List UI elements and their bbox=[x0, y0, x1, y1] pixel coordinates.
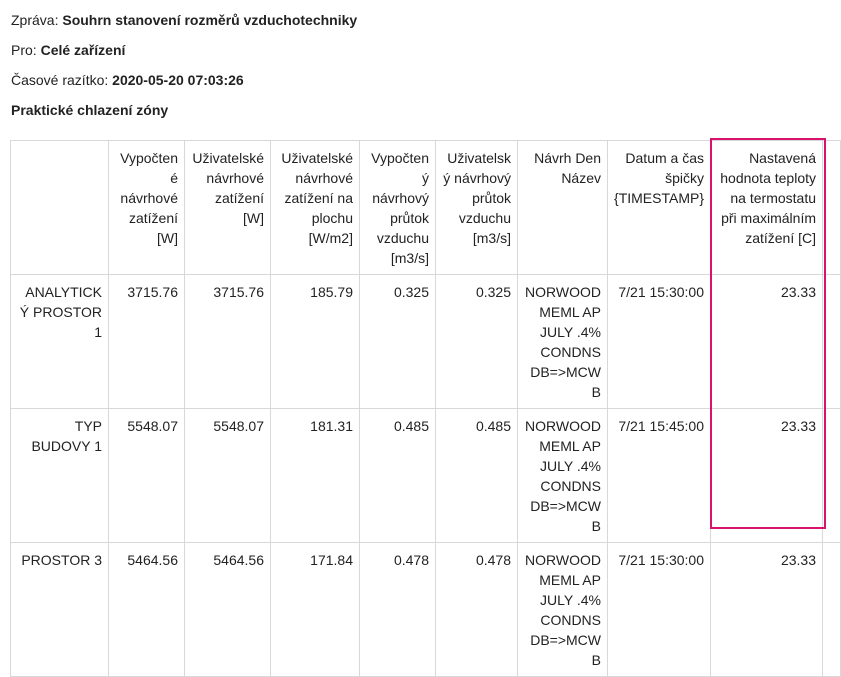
table-cell: 7/21 15:30:00 bbox=[608, 543, 711, 677]
table-cell: NORWOOD MEML AP JULY .4% CONDNS DB=>MCWB bbox=[518, 409, 608, 543]
table-cell: 5548.07 bbox=[185, 409, 271, 543]
cooling-sizing-table bbox=[10, 140, 841, 677]
timestamp-label: Časové razítko: bbox=[11, 72, 109, 88]
table-cell: 0.325 bbox=[436, 275, 518, 409]
timestamp-value: 2020-05-20 07:03:26 bbox=[112, 72, 244, 88]
table-row bbox=[11, 409, 841, 543]
table-cell: 3715.76 bbox=[185, 275, 271, 409]
header-cell: Uživatelské návrhové zatížení [W] bbox=[185, 141, 271, 275]
row-name-cell: ANALYTICKÝ PROSTOR 1 bbox=[11, 275, 109, 409]
table-cell: 0.485 bbox=[360, 409, 436, 543]
header-cell bbox=[11, 141, 109, 275]
table-cell: 171.84 bbox=[271, 543, 360, 677]
table-cell: 5464.56 bbox=[109, 543, 185, 677]
table-row bbox=[11, 543, 841, 677]
section-title: Praktické chlazení zóny bbox=[11, 102, 169, 118]
header-cell: Uživatelský návrhový průtok vzduchu [m3/s] bbox=[436, 141, 518, 275]
header-cell: Vypočtené návrhové zatížení [W] bbox=[109, 141, 185, 275]
table-cell: 181.31 bbox=[271, 409, 360, 543]
table-cell: 3715.76 bbox=[109, 275, 185, 409]
table-cell: 0.485 bbox=[436, 409, 518, 543]
table-cell: 23.33 bbox=[711, 543, 823, 677]
for-label: Pro: bbox=[11, 42, 37, 58]
row-name-cell: PROSTOR 3 bbox=[11, 543, 109, 677]
table-cell-overflow bbox=[823, 409, 841, 543]
table-cell-overflow bbox=[823, 543, 841, 677]
table-row bbox=[11, 275, 841, 409]
table-cell: 5548.07 bbox=[109, 409, 185, 543]
table-cell: 5464.56 bbox=[185, 543, 271, 677]
report-line bbox=[11, 11, 357, 29]
header-cell: Vypočtený návrhový průtok vzduchu [m3/s] bbox=[360, 141, 436, 275]
table-cell: 185.79 bbox=[271, 275, 360, 409]
header-cell-overflow bbox=[823, 141, 841, 275]
report-label: Zpráva: bbox=[11, 12, 59, 28]
for-value: Celé zařízení bbox=[40, 42, 126, 58]
for-line bbox=[11, 41, 125, 59]
timestamp-line bbox=[11, 71, 244, 89]
table-cell: NORWOOD MEML AP JULY .4% CONDNS DB=>MCWB bbox=[518, 543, 608, 677]
header-cell: Datum a čas špičky {TIMESTAMP} bbox=[608, 141, 711, 275]
table-cell: 23.33 bbox=[711, 409, 823, 543]
header-cell: Nastavená hodnota teploty na termostatu při maximálním zatížení [C] bbox=[711, 141, 823, 275]
table-cell: 23.33 bbox=[711, 275, 823, 409]
table-cell-overflow bbox=[823, 275, 841, 409]
row-name-cell: TYP BUDOVY 1 bbox=[11, 409, 109, 543]
table-cell: 0.478 bbox=[436, 543, 518, 677]
header-cell: Uživatelské návrhové zatížení na plochu [W/m2] bbox=[271, 141, 360, 275]
table-cell: NORWOOD MEML AP JULY .4% CONDNS DB=>MCWB bbox=[518, 275, 608, 409]
table-cell: 0.325 bbox=[360, 275, 436, 409]
table-cell: 7/21 15:45:00 bbox=[608, 409, 711, 543]
table-cell: 7/21 15:30:00 bbox=[608, 275, 711, 409]
table-cell: 0.478 bbox=[360, 543, 436, 677]
table-header-row bbox=[11, 141, 841, 275]
header-cell: Návrh Den Název bbox=[518, 141, 608, 275]
report-value: Souhrn stanovení rozměrů vzduchotechniky bbox=[62, 12, 358, 28]
